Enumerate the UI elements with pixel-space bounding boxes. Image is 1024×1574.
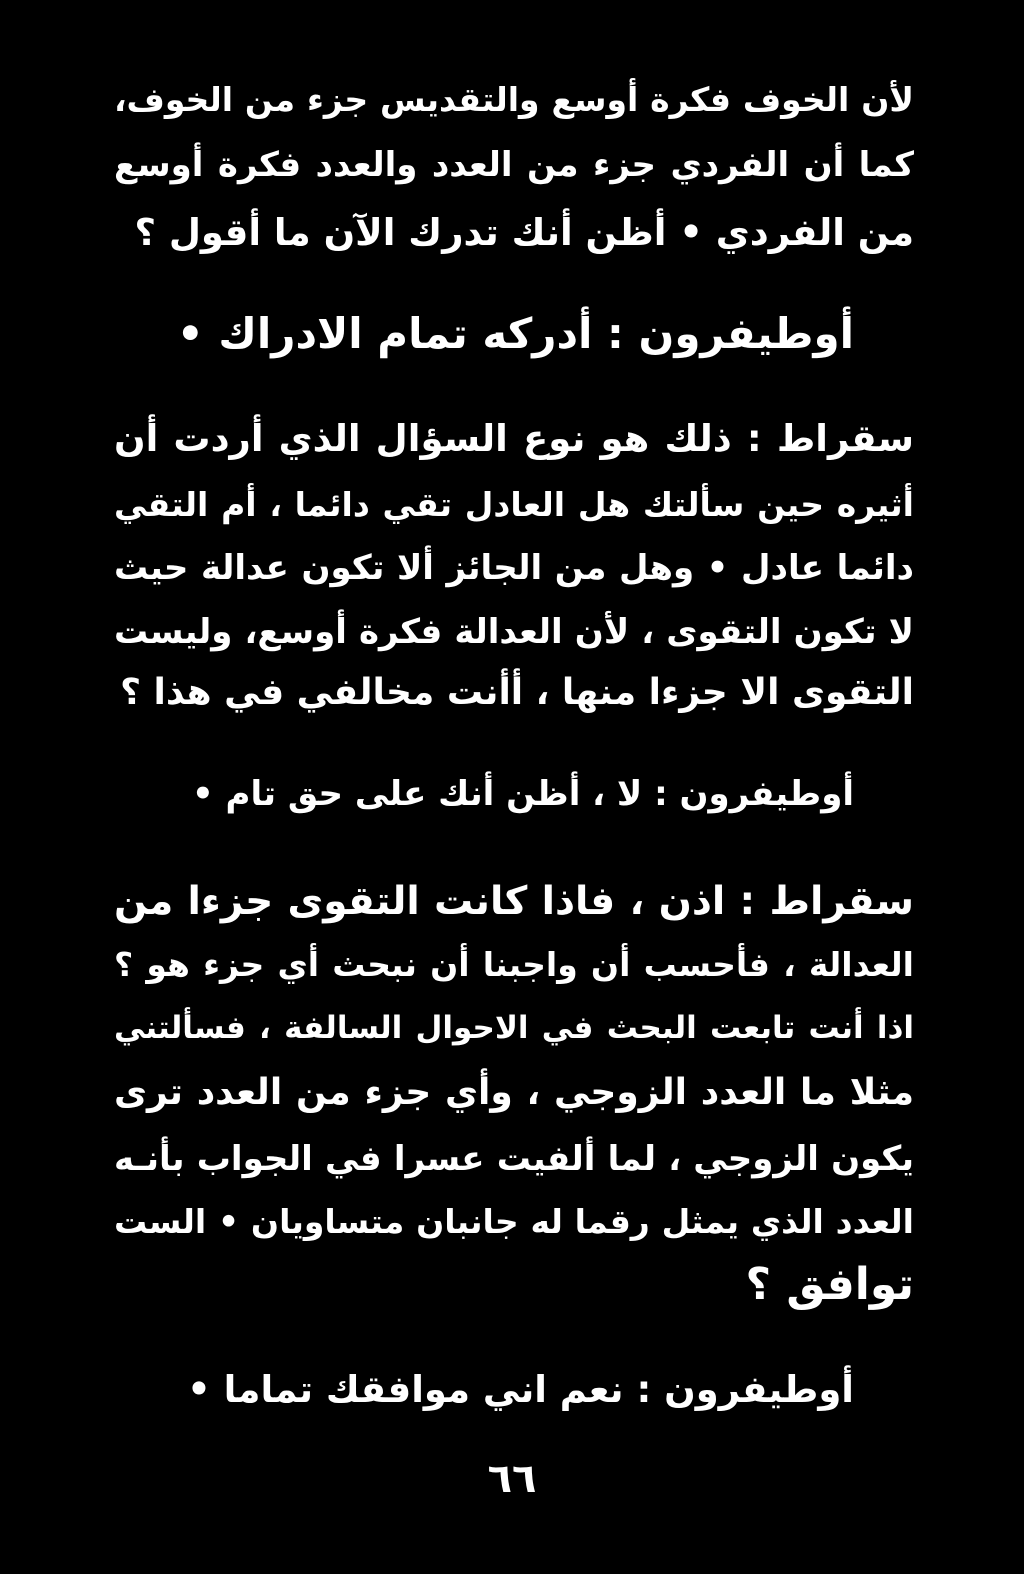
- dialogue-line-euthyphro: أوطيفرون : نعم اني موافقك تماما •: [187, 1368, 854, 1411]
- paragraph-line: مثلا ما العدد الزوجي ، وأي جزء من العدد ترى: [114, 1072, 914, 1113]
- dialogue-line-euthyphro: أوطيفرون : لا ، أظن أنك على حق تام •: [191, 774, 854, 814]
- paragraph-line: العدد الذي يمثل رقما له جانبان متساويان • الست: [114, 1202, 914, 1241]
- page-number: ٦٦: [487, 1456, 537, 1502]
- paragraph-line: توافق ؟: [745, 1259, 914, 1310]
- dialogue-line-socrates: سقراط : ذلك هو نوع السؤال الذي أردت أن: [114, 417, 914, 460]
- paragraph-line: اذا أنت تابعت البحث في الاحوال السالفة ، فسألتني: [114, 1010, 914, 1046]
- paragraph-line: من الفردي • أظن أنك تدرك الآن ما أقول ؟: [134, 211, 914, 254]
- paragraph-line: كما أن الفردي جزء من العدد والعدد فكرة أوسع: [114, 145, 914, 185]
- paragraph-line: التقوى الا جزءا منها ، أأنت مخالفي في هذا ؟: [120, 672, 914, 713]
- dialogue-line-euthyphro: أوطيفرون : أدركه تمام الادراك •: [176, 309, 854, 358]
- paragraph-line: لا تكون التقوى ، لأن العدالة فكرة أوسع، وليست: [114, 612, 914, 652]
- paragraph-line: العدالة ، فأحسب أن واجبنا أن نبحث أي جزء هو ؟: [114, 945, 914, 984]
- paragraph-line: دائما عادل • وهل من الجائز ألا تكون عدالة حيث: [114, 548, 914, 588]
- paragraph-line: يكون الزوجي ، لما ألفيت عسرا في الجواب بأنـه: [114, 1139, 914, 1179]
- dialogue-line-socrates: سقراط : اذن ، فاذا كانت التقوى جزءا من: [114, 879, 914, 924]
- paragraph-line: أثيره حين سألتك هل العادل تقي دائما ، أم التقي: [114, 485, 914, 524]
- paragraph-line: لأن الخوف فكرة أوسع والتقديس جزء من الخوف،: [114, 80, 914, 119]
